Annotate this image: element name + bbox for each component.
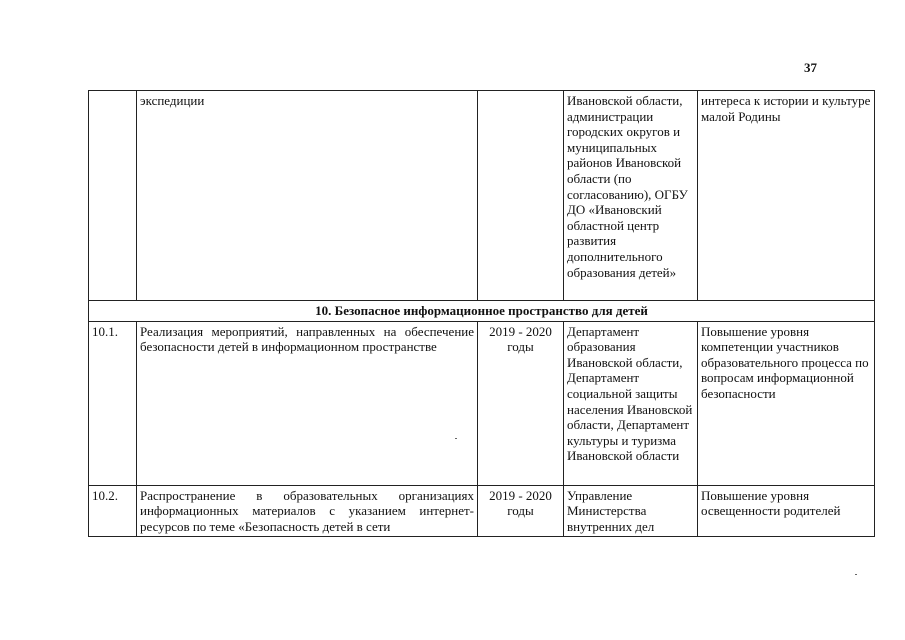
activity-cell: Реализация мероприятий, направленных на обеспечение безопасности детей в информационном пространстве <box>137 321 478 485</box>
result-cell: Повышение уровня освещенности родителей <box>698 485 875 537</box>
period-cell: 2019 - 2020 годы <box>478 485 564 537</box>
row-number-cell: 10.2. <box>89 485 137 537</box>
activity-cell: Распространение в образовательных организациях информационных материалов с указанием интернет-ресурсов по теме «Безопасность детей в сети <box>137 485 478 537</box>
scan-speck <box>855 574 857 575</box>
period-cell <box>478 91 564 301</box>
table-row <box>89 321 875 485</box>
section-title: 10. Безопасное информационное пространство для детей <box>89 301 875 322</box>
page-number: 37 <box>804 60 817 75</box>
section-row <box>89 301 875 322</box>
executors-cell: Ивановской области, администрации городских округов и муниципальных районов Ивановской области (по согласованию), ОГБУ ДО «Ивановский областной центр развития дополнительного образования детей» <box>564 91 698 301</box>
table-row <box>89 485 875 537</box>
plan-table <box>88 90 875 537</box>
result-cell: интереса к истории и культуре малой Родины <box>698 91 875 301</box>
row-number-cell <box>89 91 137 301</box>
executors-cell: Департамент образования Ивановской области, Департамент социальной защиты населения Ивановской области, Департамент культуры и туризма Ивановской области <box>564 321 698 485</box>
activity-cell: экспедиции <box>137 91 478 301</box>
executors-cell: Управление Министерства внутренних дел <box>564 485 698 537</box>
row-number-cell: 10.1. <box>89 321 137 485</box>
result-cell: Повышение уровня компетенции участников образовательного процесса по вопросам информационной безопасности <box>698 321 875 485</box>
scan-speck <box>455 438 457 439</box>
table-row <box>89 91 875 301</box>
period-cell: 2019 - 2020 годы <box>478 321 564 485</box>
